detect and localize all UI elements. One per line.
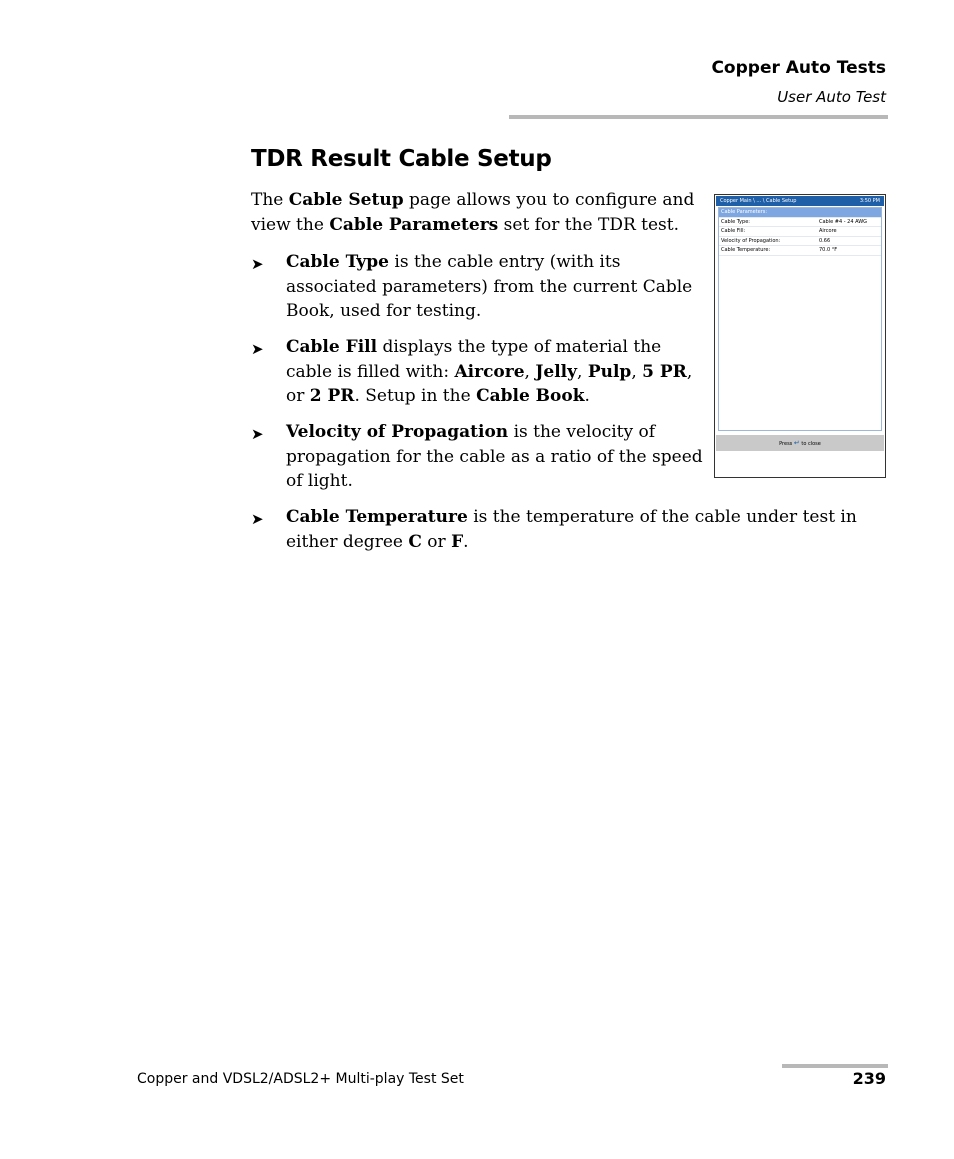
- bullet-text: is the cable entry (with its associated parameters) from the current Cable Book, used for testing.: [286, 252, 693, 321]
- bullet-term: Cable Type: [286, 252, 389, 272]
- device-row-temperature: Cable Temperature: 70.0 °F: [719, 246, 881, 256]
- device-clock: 3:50 PM: [859, 198, 880, 204]
- back-arrow-icon: ↵: [793, 439, 800, 447]
- intro-text-1: The: [251, 190, 289, 210]
- cable-setup-screenshot: [714, 194, 886, 478]
- bullet-text: is the velocity of propagation for the cable as a ratio of the speed of light.: [286, 422, 703, 491]
- footer-rule: [782, 1064, 888, 1068]
- intro-bold-cable-setup: Cable Setup: [288, 190, 404, 210]
- bullet-term: Cable Fill: [286, 337, 378, 357]
- device-row-cable-type: Cable Type: Cable #4 - 24 AWG: [719, 218, 881, 228]
- chapter-title: Copper Auto Tests: [711, 58, 886, 78]
- bullet-term: Velocity of Propagation: [286, 422, 509, 442]
- page-number: 239: [852, 1069, 886, 1088]
- section-subtitle: User Auto Test: [777, 88, 886, 106]
- bullet-arrow-icon: ➤: [251, 425, 264, 443]
- device-list-header: Cable Parameters:: [719, 208, 881, 218]
- bullet-cable-temperature: Cable Temperature is the temperature of the cable under test in either degree C or F.: [286, 507, 857, 552]
- device-row-cable-fill: Cable Fill: Aircore: [719, 227, 881, 237]
- bullet-arrow-icon: ➤: [251, 255, 264, 273]
- device-title-bar: [716, 196, 884, 206]
- device-parameter-list: [718, 207, 882, 431]
- header-rule: [509, 115, 888, 119]
- intro-bold-cable-parameters: Cable Parameters: [329, 214, 499, 235]
- intro-text-3: set for the TDR test.: [498, 214, 679, 235]
- bullet-cable-type: [286, 250, 711, 324]
- bullet-velocity-of-propagation: [286, 420, 711, 494]
- bullet-cable-fill: Cable Fill displays the type of material the cable is filled with: Aircore, Jelly, Pulp, 5 PR, or 2 PR. Setup in the Cable Book.: [286, 337, 693, 406]
- intro-paragraph: [251, 188, 701, 237]
- bullet-term: Cable Temperature: [286, 507, 468, 527]
- intro-text-2: page allows you to configure and view the: [251, 190, 695, 235]
- page-title: TDR Result Cable Setup: [251, 146, 552, 172]
- device-footer-bar: Press ↵ to close: [716, 435, 884, 451]
- bullet-arrow-icon: ➤: [251, 510, 264, 528]
- device-row-velocity: Velocity of Propagation: 0.66: [719, 237, 881, 247]
- footer-product: Copper and VDSL2/ADSL2+ Multi-play Test Set: [137, 1071, 464, 1087]
- bullet-arrow-icon: ➤: [251, 340, 264, 358]
- device-breadcrumb: Copper Main \ ... \ Cable Setup: [720, 198, 797, 204]
